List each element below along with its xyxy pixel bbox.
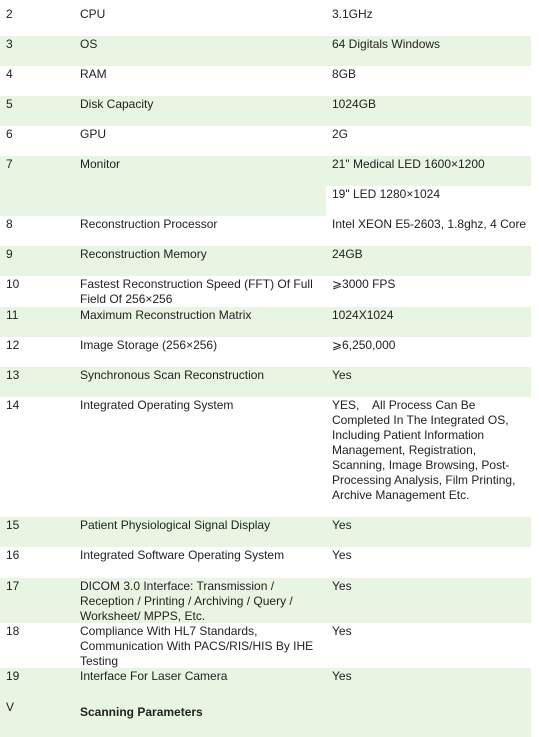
row-number: 13: [6, 368, 20, 382]
row-value: Yes: [332, 548, 352, 562]
row-item: Patient Physiological Signal Display: [80, 518, 271, 532]
table-row: [0, 276, 531, 307]
row-item: Interface For Laser Camera: [80, 669, 228, 683]
row-item: CPU: [80, 7, 106, 21]
row-subcell: [326, 186, 531, 216]
row-number: 16: [6, 548, 20, 562]
table-row: [0, 517, 531, 547]
row-value: Yes: [332, 518, 352, 532]
table-row: [0, 126, 531, 156]
row-value: ⩾3000 FPS: [332, 277, 396, 291]
table-row: [0, 623, 531, 668]
row-value: 21" Medical LED 1600×1200: [332, 157, 485, 171]
row-item: Reconstruction Memory: [80, 247, 207, 261]
row-item: Monitor: [80, 157, 121, 171]
row-value: Yes: [332, 624, 352, 638]
table-row: [0, 307, 531, 337]
row-item: Disk Capacity: [80, 97, 154, 111]
row-number: 15: [6, 518, 20, 532]
row-number: 11: [6, 308, 19, 322]
row-value: 3.1GHz: [332, 7, 373, 21]
row-value: Yes: [332, 579, 352, 593]
row-item: GPU: [80, 127, 107, 141]
section-title: Scanning Parameters: [80, 705, 203, 719]
table-row: [0, 337, 531, 367]
row-item: Synchronous Scan Reconstruction: [80, 368, 265, 382]
row-number: 14: [6, 398, 20, 412]
row-value: 2G: [332, 127, 349, 141]
row-item: RAM: [80, 67, 107, 81]
row-number: 7: [6, 157, 13, 171]
row-item: Maximum Reconstruction Matrix: [80, 308, 252, 322]
row-item: Integrated Software Operating System: [80, 548, 285, 562]
row-number: 17: [6, 579, 20, 593]
table-row: [0, 96, 531, 126]
row-item: OS: [80, 37, 98, 51]
row-number: 5: [6, 97, 13, 111]
row-number: 9: [6, 247, 13, 261]
row-item: Fastest Reconstruction Speed (FFT) Of Full Field Of 256×256: [80, 277, 317, 306]
table-row: [0, 156, 531, 216]
table-row: [0, 216, 531, 246]
row-item: Compliance With HL7 Standards, Communication With PACS/RIS/HIS By IHE Testing: [80, 624, 317, 668]
table-row: [0, 668, 531, 698]
row-value: 8GB: [332, 67, 357, 81]
row-number: 6: [6, 127, 13, 141]
table-row: [0, 0, 531, 36]
row-value: 1024GB: [332, 97, 377, 111]
row-value: 1024X1024: [332, 308, 394, 322]
row-item: Integrated Operating System: [80, 398, 234, 412]
row-number: 4: [6, 67, 13, 81]
row-value: Yes: [332, 669, 352, 683]
row-value-secondary: 19" LED 1280×1024: [332, 187, 441, 201]
table-row: [0, 547, 531, 578]
row-value: Intel XEON E5-2603, 1.8ghz, 4 Core: [332, 217, 527, 231]
table-row: [0, 367, 531, 397]
row-number: 8: [6, 217, 13, 231]
section-header-row: [0, 698, 531, 737]
row-value: ⩾6,250,000: [332, 338, 396, 352]
row-value: YES, All Process Can Be Completed In The Integrated OS, Including Patient Information Management, Registration, Scanning, Image Browsing, Post-Processing Analysis, Film Printing, Archive Management Etc.: [332, 398, 519, 502]
row-number: 2: [6, 7, 13, 21]
row-value: Yes: [332, 368, 352, 382]
row-number: 3: [6, 37, 13, 51]
row-number: 19: [6, 669, 20, 683]
row-number: 12: [6, 338, 20, 352]
row-value: 24GB: [332, 247, 363, 261]
row-item: DICOM 3.0 Interface: Transmission / Reception / Printing / Archiving / Query / Worksheet/ MPPS, Etc.: [80, 579, 297, 623]
table-row: [0, 578, 531, 623]
table-row: [0, 246, 531, 276]
table-row: [0, 397, 531, 517]
row-item: Reconstruction Processor: [80, 217, 218, 231]
row-number: 18: [6, 624, 20, 638]
section-number: V: [6, 700, 15, 714]
row-number: 10: [6, 277, 20, 291]
table-row: [0, 66, 531, 96]
row-item: Image Storage (256×256): [80, 338, 218, 352]
row-value: 64 Digitals Windows: [332, 37, 441, 51]
table-row: [0, 36, 531, 66]
